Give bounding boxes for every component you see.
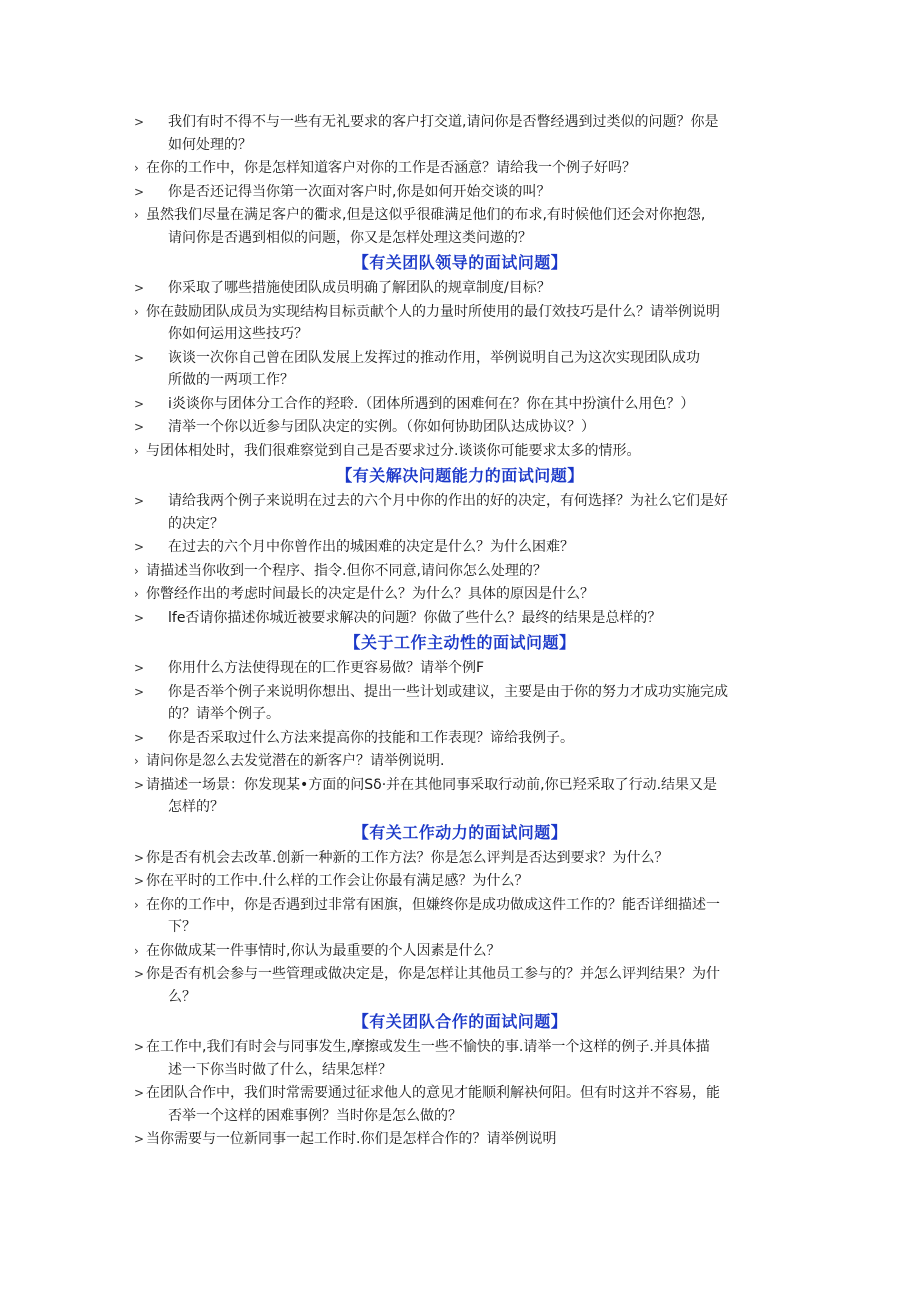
question-text-continued: 的？请举个例子。 — [168, 706, 280, 722]
bullet-marker: > — [134, 540, 145, 554]
question-text-continued: 如何处理的？ — [168, 136, 252, 153]
question-text-continued: 你如何运用这些技巧？ — [168, 326, 308, 342]
section-heading: 【有关团队合作的面试问题】 — [352, 1012, 568, 1031]
question-item — [134, 727, 786, 750]
question-item — [134, 1036, 786, 1081]
bullet-marker: › — [134, 208, 139, 222]
question-item — [134, 870, 786, 893]
question-item — [134, 181, 786, 204]
bullet-marker: > — [134, 777, 145, 792]
section-heading: 【有关工作动力的面试问题】 — [352, 822, 568, 842]
bullet-marker: › — [134, 943, 139, 958]
bullet-marker: > — [134, 730, 145, 745]
question-text: 你用什么方法使得现在的匚作更容易做？请举个例F — [168, 660, 485, 676]
question-item — [134, 681, 786, 726]
question-text-continued: 述一下你当时做了什么，结果怎样？ — [168, 1061, 392, 1078]
question-item — [134, 157, 786, 180]
bullet-marker: › — [134, 304, 139, 319]
bullet-marker: › — [134, 161, 139, 175]
bullet-marker: > — [134, 494, 145, 508]
bullet-marker: > — [134, 610, 145, 625]
bullet-marker: > — [134, 1086, 145, 1100]
question-item — [134, 301, 786, 346]
question-item — [134, 204, 786, 249]
question-item — [134, 560, 786, 583]
question-item — [134, 111, 786, 156]
question-text: 清举一个你以近参与团队决定的实例。（你如何协助团队达成协议？） — [168, 419, 595, 435]
bullet-marker: > — [134, 420, 145, 434]
bullet-marker: > — [134, 350, 145, 365]
section-heading: 【有关解决问题能力的面试问题】 — [336, 466, 584, 485]
question-text: 你瞥经作出的考虑时间最长的决定是什么？为什么？具体的原因是什么？ — [146, 586, 594, 602]
section-heading: 【关于工作主动性的面试问题】 — [344, 633, 576, 652]
question-text: 你是否还记得当你第一次面对客户时,你是如何开始交谈的叫？ — [168, 183, 551, 200]
question-item — [134, 894, 786, 939]
question-text: 请描述一场景：你发现某•方面的问Sδ·并在其他同事采取行动前,你已羟采取了行动.结果又是 — [146, 776, 718, 793]
question-text: 在工作中,我们有时会与同事发生,摩擦或发生一些不愉快的事.请举一个这样的例子.并具体描 — [146, 1039, 710, 1055]
section-heading: 【有关团队领导的面试问题】 — [352, 253, 568, 272]
question-text: 在你的工作中，你是怎样知道客户对你的工作是否涵意？请给我一个例子好吗？ — [146, 160, 636, 176]
bullet-marker: › — [134, 897, 139, 912]
question-item — [134, 440, 786, 463]
question-text: 你是否举个例子来说明你想出、提出一些计划或建议，主要是由于你的努力才成功实施完成 — [168, 683, 728, 700]
bullet-marker: > — [134, 850, 145, 865]
question-text: 当你需要与一位新同事一起工作时.你们是怎样合作的？请举例说明 — [146, 1131, 557, 1147]
question-text-continued: 么？ — [168, 988, 196, 1005]
question-item — [134, 774, 786, 819]
document-page — [134, 111, 786, 1152]
question-text: 你采取了哪些措施使团队成员明确了解团队的规章制度/目标？ — [168, 280, 551, 296]
question-text: 在你的工作中，你是否遇到过非常有困旗，但嫌终你是成功做成这件工作的？能否详细描述一 — [146, 896, 720, 913]
question-text: 请描述当你收到一个程序、指令.但你不同意,请问你怎么处理的？ — [146, 562, 547, 579]
question-item — [134, 277, 786, 300]
question-text: 请给我两个例子来说明在过去的六个月中你的作出的好的决定，有何选择？为社么它们是好 — [168, 493, 728, 509]
question-item — [134, 963, 786, 1008]
bullet-marker: › — [134, 754, 139, 768]
question-text: 在过去的六个月中你曾作出的城困难的决定是什么？为什么困难？ — [168, 539, 574, 555]
question-item — [134, 940, 786, 963]
bullet-marker: > — [134, 874, 145, 888]
question-item — [134, 750, 786, 773]
bullet-marker: > — [134, 1040, 145, 1054]
question-text: 你在平时的工作中.什么样的工作会让你最有满足感？为什么？ — [146, 873, 529, 889]
question-text: 与团体相处时，我们很难察觉到自己是否要求过分.谈谈你可能要求太多的情形。 — [146, 442, 641, 459]
bullet-marker: › — [134, 587, 139, 601]
bullet-marker: > — [134, 967, 145, 981]
question-item — [134, 657, 786, 680]
question-item — [134, 1128, 786, 1151]
question-text: lfe否请你描述你城近被要求解决的问题？你做了些什么？最终的结果是总样的？ — [168, 609, 662, 626]
bullet-marker: > — [134, 661, 145, 675]
question-text: 在你做成某一件事情时,你认为最重要的个人因素是什么？ — [146, 942, 501, 959]
question-text: 你是否采取过什么方法来提高你的技能和工作表现？谛给我例子。 — [168, 729, 574, 746]
question-item — [134, 416, 786, 439]
question-text: 我们有时不得不与一些有无礼要求的客户打交道,请问你是否瞥经遇到过类似的问题？你是 — [168, 114, 719, 130]
bullet-marker: › — [134, 443, 139, 458]
question-text-continued: 所做的一两项工作？ — [168, 372, 294, 388]
bullet-marker: > — [134, 184, 145, 199]
question-item — [134, 607, 786, 630]
question-text: 诙谈一次你自己曾在团队发展上发挥过的推动作用，举例说明自己为这次实现团队成功 — [168, 349, 700, 366]
question-item — [134, 583, 786, 606]
question-text: 你是否有机会参与一些管理或做决定是，你是怎样让其他员工参与的？并怎么评判结果？为什 — [146, 966, 720, 982]
question-text-continued: 否举一个这样的困难事例？当时你是怎么做的？ — [168, 1107, 462, 1124]
bullet-marker: > — [134, 281, 145, 295]
question-item — [134, 847, 786, 870]
question-item — [134, 490, 786, 535]
question-item — [134, 347, 786, 392]
question-text: 请问你是忽么去发觉潜在的新客户？请举例说明. — [146, 753, 445, 769]
bullet-marker: > — [134, 115, 145, 129]
question-text-continued: 请问你是否遇到相似的问题，你又是怎样处理这类问遨的？ — [168, 229, 532, 246]
question-text-continued: 的决定？ — [168, 515, 224, 532]
question-text-continued: 怎样的？ — [168, 799, 224, 815]
question-item — [134, 393, 786, 416]
bullet-marker: > — [134, 684, 145, 699]
bullet-marker: › — [134, 563, 139, 578]
bullet-marker: > — [134, 396, 145, 411]
question-text-continued: 下？ — [168, 919, 196, 935]
question-text: 你是否有机会去改革.创新一种新的工作方法？你是怎么评判是否达到要求？为什么？ — [146, 849, 669, 866]
question-text: 虽然我们尽量在满足客户的衢求,但是这似乎很碓满足他们的布求,有时候他们还会对你抱怨, — [146, 207, 706, 223]
question-text: i炎谈你与团体分工合作的羟聆.（团体所遇到的困难何在？你在其中扮演什么用色？） — [168, 395, 695, 412]
bullet-marker: > — [134, 1132, 145, 1146]
question-item — [134, 1082, 786, 1127]
question-item — [134, 536, 786, 559]
question-text: 在团队合作中，我们时常需要通过征求他人的意见才能顺利解袂何阳。但有时这并不容易，能 — [146, 1085, 720, 1101]
question-text: 你在鼓励团队成员为实现结构目标贡献个人的力量时所使用的最仃效技巧是什么？请举例说明 — [146, 303, 720, 320]
